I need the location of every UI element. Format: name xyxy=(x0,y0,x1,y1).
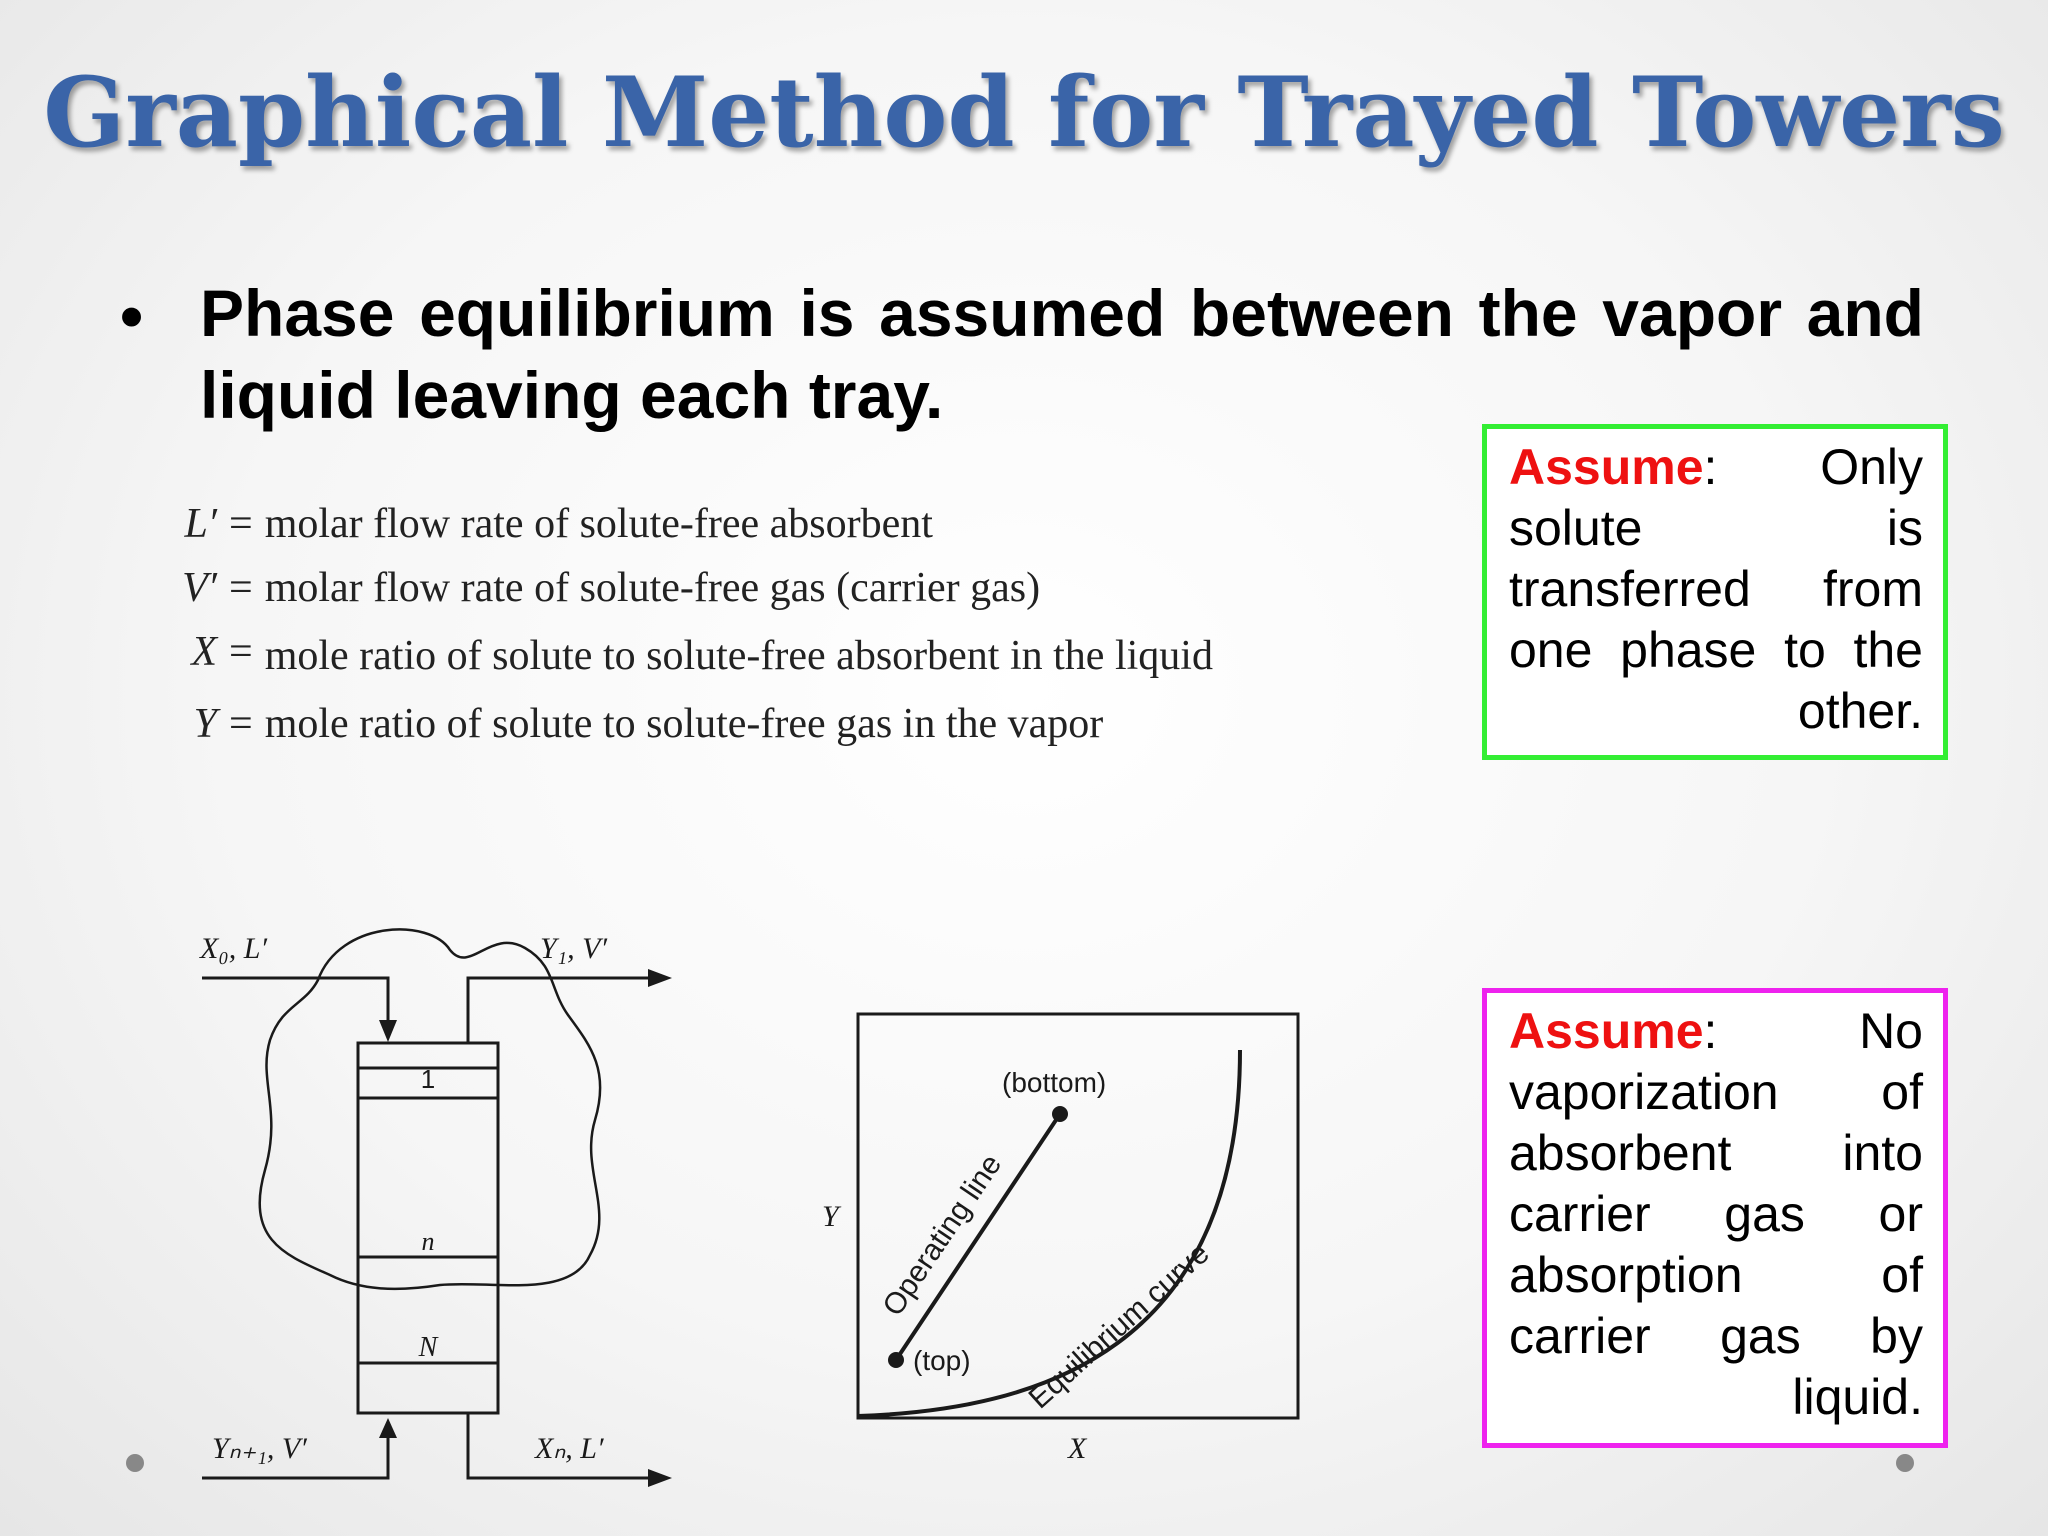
assume-label: Assume xyxy=(1509,1003,1704,1059)
tray-label: N xyxy=(418,1332,438,1363)
definition-text: mole ratio of solute to solute-free gas in the vapor xyxy=(264,701,1104,747)
arrow-head xyxy=(379,1020,397,1042)
definition-row xyxy=(175,628,1325,684)
x-axis-label: X xyxy=(1068,1432,1087,1465)
stream-label-gas-in: Yₙ₊₁, V′ xyxy=(212,1432,307,1465)
tray-tower-diagram xyxy=(190,920,690,1490)
stream-label-liquid-out: Xₙ, L′ xyxy=(535,1432,604,1465)
operating-line-label: Operating line xyxy=(876,1148,1009,1322)
liquid-inlet-pipe xyxy=(202,978,388,1024)
stream-label-liquid-in: X₀, L′ xyxy=(200,932,268,965)
arrow-head xyxy=(379,1418,397,1438)
bottom-point-label: (bottom) xyxy=(1002,1067,1107,1098)
bullet-text: Phase equilibrium is assumed between the vapor and liquid leaving each tray. xyxy=(200,276,1924,432)
assumption-text: Only solute is transferred from one phase to the other. xyxy=(1509,439,1923,739)
assumption-text: No vaporization of absorbent into carrier gas or absorption of carrier gas by liquid. xyxy=(1509,1003,1923,1425)
equals-sign: = xyxy=(229,701,253,747)
definition-text: mole ratio of solute to solute-free absorbent in the liquid xyxy=(264,633,1213,679)
definition-symbol: L′ xyxy=(184,501,217,547)
equals-sign: = xyxy=(229,565,253,611)
tray-label: 1 xyxy=(420,1064,436,1094)
definition-row xyxy=(175,700,1325,748)
equals-sign: = xyxy=(229,501,253,547)
definition-symbol: V′ xyxy=(182,565,217,611)
definition-row xyxy=(175,500,1325,548)
definition-row xyxy=(175,564,1325,612)
definition-symbol: X xyxy=(191,629,217,675)
bullet-marker: • xyxy=(120,279,144,353)
slide-decor-dot xyxy=(126,1454,144,1472)
definition-text: molar flow rate of solute-free absorbent xyxy=(264,501,933,547)
stream-label-gas-out: Y₁, V′ xyxy=(540,932,608,965)
top-point-label: (top) xyxy=(913,1345,971,1376)
definitions-list xyxy=(175,500,1325,764)
arrow-head xyxy=(648,1469,672,1487)
bottom-point-marker xyxy=(1052,1106,1068,1122)
equilibrium-curve-label: Equilibrium curve xyxy=(1022,1236,1216,1416)
definition-text: molar flow rate of solute-free gas (carrier gas) xyxy=(264,565,1041,611)
assume-label: Assume xyxy=(1509,439,1704,495)
slide-decor-dot xyxy=(1896,1454,1914,1472)
slide-title: Graphical Method for Trayed Towers xyxy=(43,56,2005,169)
tray-label: n xyxy=(421,1227,435,1256)
y-axis-label: Y xyxy=(822,1200,839,1233)
assumption-box-solute-transfer: Assume: Only solute is transferred from one phase to the other. xyxy=(1482,424,1948,760)
arrow-head xyxy=(648,969,672,987)
definition-symbol: Y xyxy=(193,701,217,747)
operating-equilibrium-plot xyxy=(810,1000,1310,1470)
assumption-box-no-vaporization: Assume: No vaporization of absorbent into carrier gas or absorption of carrier gas by liquid. xyxy=(1482,988,1948,1448)
top-point-marker xyxy=(888,1352,904,1368)
equals-sign: = xyxy=(229,629,253,675)
